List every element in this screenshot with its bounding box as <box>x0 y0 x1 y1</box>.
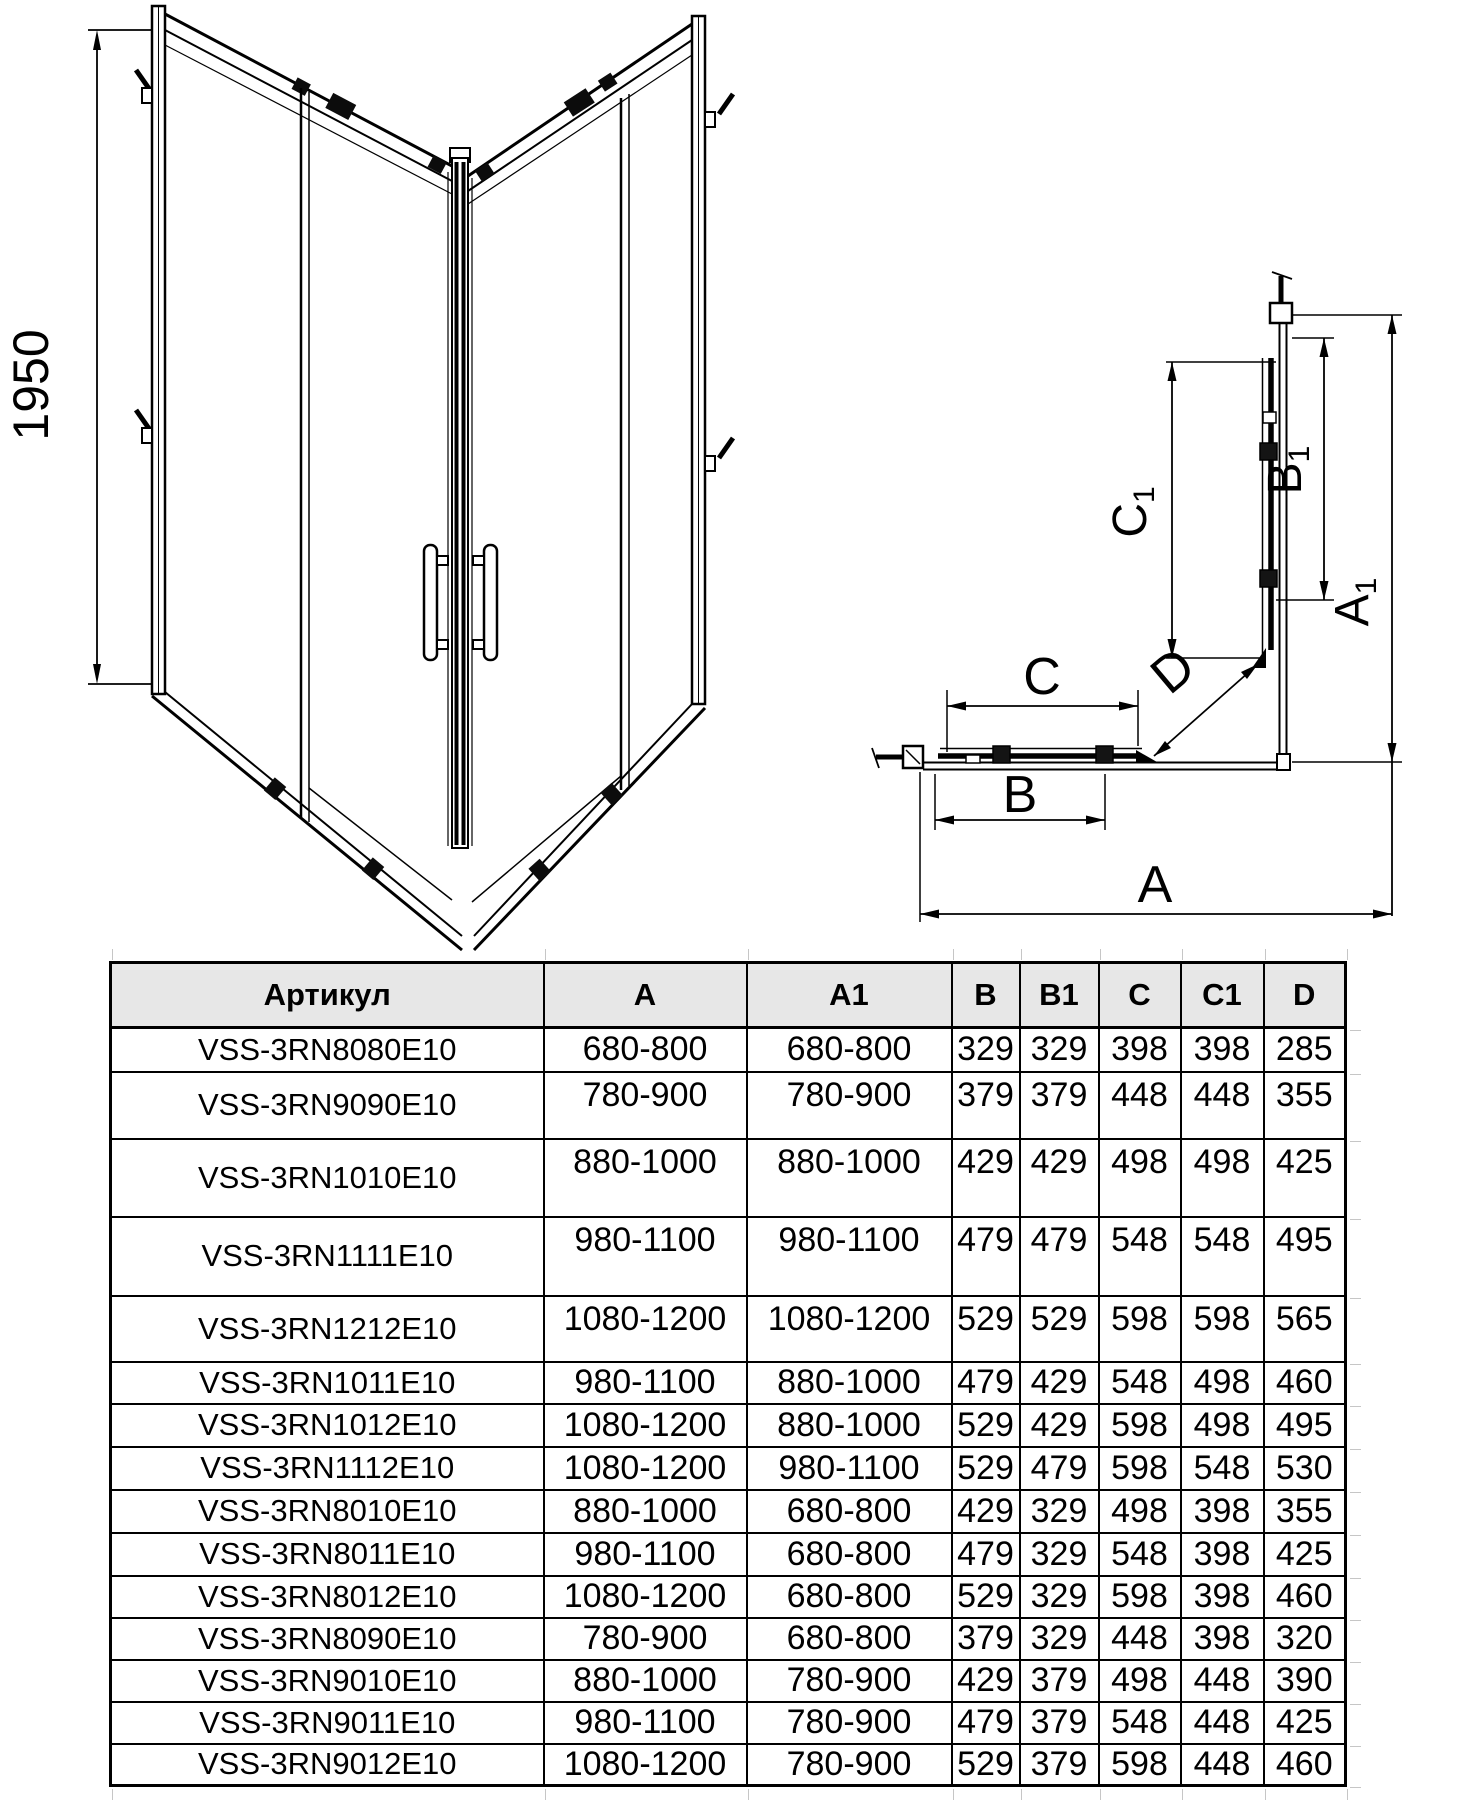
value-cell: 548 <box>1099 1362 1181 1404</box>
gridline-tick <box>1182 1789 1183 1800</box>
front-view-drawing <box>3 6 733 950</box>
article-cell: VSS-3RN1010E10 <box>111 1139 544 1217</box>
value-cell: 548 <box>1181 1447 1264 1490</box>
value-cell: 680-800 <box>544 1028 747 1072</box>
value-cell: 980-1100 <box>544 1533 747 1576</box>
value-cell: 598 <box>1099 1447 1181 1490</box>
value-cell: 780-900 <box>544 1072 747 1139</box>
value-cell: 980-1100 <box>747 1447 952 1490</box>
value-cell: 1080-1200 <box>544 1744 747 1786</box>
table-row <box>111 1490 1346 1533</box>
value-cell: 498 <box>1099 1490 1181 1533</box>
value-cell: 598 <box>1181 1296 1264 1362</box>
gridline-tick <box>1100 949 1101 960</box>
value-cell: 598 <box>1099 1576 1181 1618</box>
value-cell: 429 <box>952 1660 1020 1702</box>
header-cell-b: B <box>952 963 1020 1028</box>
table-row <box>111 1217 1346 1296</box>
gridline-tick <box>112 949 113 960</box>
value-cell: 390 <box>1264 1660 1346 1702</box>
article-cell: VSS-3RN8080E10 <box>111 1028 544 1072</box>
value-cell: 429 <box>1020 1362 1099 1404</box>
bottom-guide-icon <box>264 777 623 881</box>
value-cell: 980-1100 <box>544 1362 747 1404</box>
dim-label-b1: B1 <box>1259 445 1316 495</box>
dim-label-c: C <box>1023 648 1061 706</box>
gridline-tick <box>112 1789 113 1800</box>
height-dimension-label: 1950 <box>3 329 59 441</box>
header-cell-a1: A1 <box>747 963 952 1028</box>
value-cell: 548 <box>1099 1533 1181 1576</box>
gridline-tick <box>1350 1662 1361 1663</box>
value-cell: 329 <box>952 1028 1020 1072</box>
article-cell: VSS-3RN8090E10 <box>111 1618 544 1660</box>
table-row <box>111 1744 1346 1786</box>
value-cell: 425 <box>1264 1139 1346 1217</box>
value-cell: 285 <box>1264 1028 1346 1072</box>
table-row <box>111 1576 1346 1618</box>
dim-label-a1: A1 <box>1326 577 1383 627</box>
article-cell: VSS-3RN8010E10 <box>111 1490 544 1533</box>
value-cell: 529 <box>952 1296 1020 1362</box>
value-cell: 780-900 <box>747 1072 952 1139</box>
value-cell: 495 <box>1264 1404 1346 1447</box>
header-cell-c: C <box>1099 963 1181 1028</box>
gridline-tick <box>1265 1789 1266 1800</box>
value-cell: 1080-1200 <box>544 1576 747 1618</box>
value-cell: 425 <box>1264 1533 1346 1576</box>
value-cell: 548 <box>1099 1217 1181 1296</box>
plan-view-drawing <box>872 272 1402 922</box>
value-cell: 479 <box>952 1362 1020 1404</box>
article-cell: VSS-3RN9010E10 <box>111 1660 544 1702</box>
header-cell-article: Артикул <box>111 963 544 1028</box>
value-cell: 479 <box>952 1217 1020 1296</box>
value-cell: 598 <box>1099 1404 1181 1447</box>
dim-label-a: A <box>1137 856 1173 914</box>
gridline-tick <box>1350 1578 1361 1579</box>
gridline-tick <box>1350 1141 1361 1142</box>
value-cell: 479 <box>1020 1217 1099 1296</box>
gridline-tick <box>1347 949 1348 960</box>
value-cell: 379 <box>952 1618 1020 1660</box>
value-cell: 460 <box>1264 1576 1346 1618</box>
value-cell: 460 <box>1264 1744 1346 1786</box>
value-cell: 398 <box>1181 1490 1264 1533</box>
gridline-tick <box>1350 1364 1361 1365</box>
article-cell: VSS-3RN1012E10 <box>111 1404 544 1447</box>
value-cell: 780-900 <box>747 1660 952 1702</box>
value-cell: 498 <box>1099 1660 1181 1702</box>
value-cell: 498 <box>1181 1362 1264 1404</box>
value-cell: 680-800 <box>747 1533 952 1576</box>
value-cell: 1080-1200 <box>544 1447 747 1490</box>
value-cell: 980-1100 <box>544 1217 747 1296</box>
value-cell: 398 <box>1181 1533 1264 1576</box>
table-row <box>111 1447 1346 1490</box>
table-row <box>111 1702 1346 1744</box>
article-cell: VSS-3RN1011E10 <box>111 1362 544 1404</box>
value-cell: 329 <box>1020 1618 1099 1660</box>
gridline-tick <box>1350 1787 1361 1788</box>
article-cell: VSS-3RN1212E10 <box>111 1296 544 1362</box>
article-cell: VSS-3RN8012E10 <box>111 1576 544 1618</box>
value-cell: 498 <box>1181 1404 1264 1447</box>
gridline-tick <box>1021 1789 1022 1800</box>
table-row <box>111 1139 1346 1217</box>
gridline-tick <box>1350 1219 1361 1220</box>
table-row <box>111 1533 1346 1576</box>
value-cell: 529 <box>1020 1296 1099 1362</box>
table-row <box>111 1296 1346 1362</box>
value-cell: 529 <box>952 1404 1020 1447</box>
value-cell: 880-1000 <box>747 1139 952 1217</box>
value-cell: 780-900 <box>747 1702 952 1744</box>
value-cell: 680-800 <box>747 1028 952 1072</box>
value-cell: 780-900 <box>747 1744 952 1786</box>
table-row <box>111 1362 1346 1404</box>
value-cell: 980-1100 <box>544 1702 747 1744</box>
gridline-tick <box>1350 1298 1361 1299</box>
value-cell: 565 <box>1264 1296 1346 1362</box>
value-cell: 880-1000 <box>544 1139 747 1217</box>
value-cell: 880-1000 <box>544 1490 747 1533</box>
value-cell: 329 <box>1020 1533 1099 1576</box>
table-header-row <box>111 963 1346 1028</box>
value-cell: 320 <box>1264 1618 1346 1660</box>
gridline-tick <box>1347 1789 1348 1800</box>
dim-label-c1: C1 <box>1104 486 1161 538</box>
value-cell: 448 <box>1181 1744 1264 1786</box>
table-row <box>111 1404 1346 1447</box>
value-cell: 479 <box>952 1533 1020 1576</box>
spec-table <box>109 961 1347 1787</box>
gridline-tick <box>1350 1535 1361 1536</box>
value-cell: 548 <box>1181 1217 1264 1296</box>
wall-bracket-icon <box>136 70 733 471</box>
value-cell: 498 <box>1099 1139 1181 1217</box>
value-cell: 529 <box>952 1447 1020 1490</box>
value-cell: 329 <box>1020 1490 1099 1533</box>
gridline-tick <box>748 1789 749 1800</box>
value-cell: 355 <box>1264 1490 1346 1533</box>
value-cell: 780-900 <box>544 1618 747 1660</box>
value-cell: 379 <box>1020 1660 1099 1702</box>
gridline-tick <box>1350 1406 1361 1407</box>
value-cell: 448 <box>1181 1660 1264 1702</box>
article-cell: VSS-3RN9090E10 <box>111 1072 544 1139</box>
article-cell: VSS-3RN1111E10 <box>111 1217 544 1296</box>
value-cell: 429 <box>952 1139 1020 1217</box>
spec-table-body <box>111 1028 1346 1786</box>
value-cell: 329 <box>1020 1576 1099 1618</box>
value-cell: 379 <box>952 1072 1020 1139</box>
header-cell-c1: C1 <box>1181 963 1264 1028</box>
value-cell: 429 <box>1020 1139 1099 1217</box>
value-cell: 379 <box>1020 1702 1099 1744</box>
value-cell: 1080-1200 <box>747 1296 952 1362</box>
article-cell: VSS-3RN9012E10 <box>111 1744 544 1786</box>
gridline-tick <box>1350 1449 1361 1450</box>
value-cell: 398 <box>1181 1576 1264 1618</box>
value-cell: 429 <box>952 1490 1020 1533</box>
value-cell: 598 <box>1099 1296 1181 1362</box>
value-cell: 880-1000 <box>544 1660 747 1702</box>
table-row <box>111 1660 1346 1702</box>
gridline-tick <box>1350 1746 1361 1747</box>
value-cell: 379 <box>1020 1744 1099 1786</box>
dim-label-d: D <box>1140 636 1207 706</box>
value-cell: 398 <box>1099 1028 1181 1072</box>
value-cell: 448 <box>1181 1702 1264 1744</box>
value-cell: 448 <box>1181 1072 1264 1139</box>
gridline-tick <box>748 949 749 960</box>
gridline-tick <box>953 1789 954 1800</box>
gridline-tick <box>1350 1492 1361 1493</box>
header-cell-a: A <box>544 963 747 1028</box>
value-cell: 529 <box>952 1576 1020 1618</box>
gridline-tick <box>953 949 954 960</box>
article-cell: VSS-3RN8011E10 <box>111 1533 544 1576</box>
value-cell: 479 <box>1020 1447 1099 1490</box>
value-cell: 479 <box>952 1702 1020 1744</box>
value-cell: 880-1000 <box>747 1362 952 1404</box>
article-cell: VSS-3RN1112E10 <box>111 1447 544 1490</box>
value-cell: 498 <box>1181 1139 1264 1217</box>
value-cell: 398 <box>1181 1618 1264 1660</box>
value-cell: 448 <box>1099 1072 1181 1139</box>
gridline-tick <box>1350 1704 1361 1705</box>
value-cell: 680-800 <box>747 1618 952 1660</box>
gridline-tick <box>1182 949 1183 960</box>
value-cell: 980-1100 <box>747 1217 952 1296</box>
value-cell: 460 <box>1264 1362 1346 1404</box>
value-cell: 495 <box>1264 1217 1346 1296</box>
value-cell: 598 <box>1099 1744 1181 1786</box>
gridline-tick <box>1021 949 1022 960</box>
header-cell-d: D <box>1264 963 1346 1028</box>
gridline-tick <box>1265 949 1266 960</box>
value-cell: 1080-1200 <box>544 1296 747 1362</box>
value-cell: 379 <box>1020 1072 1099 1139</box>
table-row <box>111 1618 1346 1660</box>
value-cell: 529 <box>952 1744 1020 1786</box>
gridline-tick <box>1350 1074 1361 1075</box>
value-cell: 355 <box>1264 1072 1346 1139</box>
gridline-tick <box>545 1789 546 1800</box>
gridline-tick <box>1350 1030 1361 1031</box>
spec-table-container <box>109 961 1347 1787</box>
value-cell: 1080-1200 <box>544 1404 747 1447</box>
table-row <box>111 1072 1346 1139</box>
value-cell: 425 <box>1264 1702 1346 1744</box>
value-cell: 448 <box>1099 1618 1181 1660</box>
gridline-tick <box>1100 1789 1101 1800</box>
value-cell: 680-800 <box>747 1576 952 1618</box>
value-cell: 398 <box>1181 1028 1264 1072</box>
value-cell: 329 <box>1020 1028 1099 1072</box>
value-cell: 680-800 <box>747 1490 952 1533</box>
gridline-tick <box>545 949 546 960</box>
dim-label-b: B <box>1002 766 1038 824</box>
value-cell: 548 <box>1099 1702 1181 1744</box>
value-cell: 530 <box>1264 1447 1346 1490</box>
gridline-tick <box>1350 1620 1361 1621</box>
value-cell: 880-1000 <box>747 1404 952 1447</box>
article-cell: VSS-3RN9011E10 <box>111 1702 544 1744</box>
table-row <box>111 1028 1346 1072</box>
header-cell-b1: B1 <box>1020 963 1099 1028</box>
value-cell: 429 <box>1020 1404 1099 1447</box>
